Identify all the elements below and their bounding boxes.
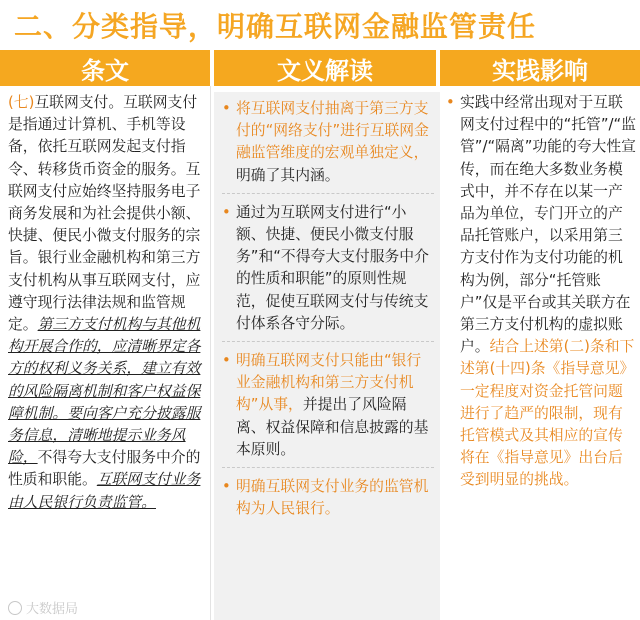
bullet-icon: • (222, 203, 231, 221)
practice-column (446, 92, 638, 502)
interpretation-column (214, 92, 440, 620)
interpretation-text: 明确了其内涵。 (236, 166, 340, 184)
interpretation-point (222, 350, 434, 468)
watermark-logo-icon (8, 601, 22, 615)
practice-point (446, 92, 636, 492)
bullet-icon: • (222, 100, 231, 117)
interpretation-text: 通过为互联网支付进行“小额、快捷、便民小微支付服务”和“不得夸大支付服务中介的性质和职能”的原则性规范，促使互联网支付与传统支付体系各守分际。 (236, 203, 429, 332)
header-clause: 条文 (0, 50, 210, 86)
interpretation-point (222, 98, 434, 194)
clause-underlined-2: 互联网支付业务由人民银行负责监管。 (8, 471, 201, 511)
watermark (8, 598, 78, 617)
watermark-text: 大数据局 (26, 602, 79, 617)
header-practice: 实践影响 (440, 50, 640, 86)
clause-underlined-1: 第三方支付机构与其他机构开展合作的，应清晰界定各方的权利义务关系，建立有效的风险隔离机制和客户权益保障机制。要向客户充分披露服务信息，清晰地提示业务风险， (8, 316, 201, 467)
practice-text: 实践中经常出现对于互联网支付过程中的“托管”/“监管”/“隔离”功能的夸大性宣传，而在绝大多数业务模式中，并不存在以某一产品为单位，专门开立的产品托管账户，以采用第三方支付作为支付功能的机构为例，部分“托管账户”仅是平台或其关联方在第三方支付机构的虚拟账户。 (460, 94, 636, 356)
bullet-icon: • (222, 352, 231, 370)
interpretation-text: 并提出了风险隔离、权益保障和信息披露的基本原则。 (236, 396, 429, 458)
interpretation-highlight: 明确互联网支付只能由“银行业金融机构和第三方支付机构”从事， (236, 352, 422, 414)
clause-column (8, 92, 206, 514)
header-interpretation: 文义解读 (214, 50, 436, 86)
column-headers (0, 50, 640, 86)
interpretation-point (222, 202, 434, 342)
interpretation-highlight: 明确互联网支付业务的监管机构为人民银行。 (236, 478, 429, 518)
bullet-icon: • (222, 478, 231, 496)
clause-number: (七) (8, 94, 35, 111)
page-title: 二、分类指导，明确互联网金融监管责任 (14, 10, 537, 43)
clause-text-1: 互联网支付。互联网支付是指通过计算机、手机等设备，依托互联网发起支付指令、转移货币资金的服务。互联网支付应始终坚持服务电子商务发展和为社会提供小额、快捷、便民小微支付服务的宗旨。银行业金融机构和第三方支付机构从事互联网支付，应遵守现行法律法规和监管规定。 (8, 94, 201, 334)
bullet-icon: • (446, 94, 455, 111)
interpretation-point (222, 476, 434, 526)
practice-highlight: 结合上述第(二)条和下述第(十四)条《指导意见》一定程度对资金托管问题进行了趋严的限制，现有托管模式及其相应的宣传将在《指导意见》出台后受到明显的挑战。 (460, 338, 635, 489)
clause-text-2: 不得夸大支付服务中介的性质和职能。 (8, 449, 201, 489)
interpretation-highlight: 将互联网支付抽离于第三方支付的“网络支付”进行互联网金融监管维度的宏观单独定义， (236, 100, 429, 162)
column-divider (210, 86, 211, 620)
